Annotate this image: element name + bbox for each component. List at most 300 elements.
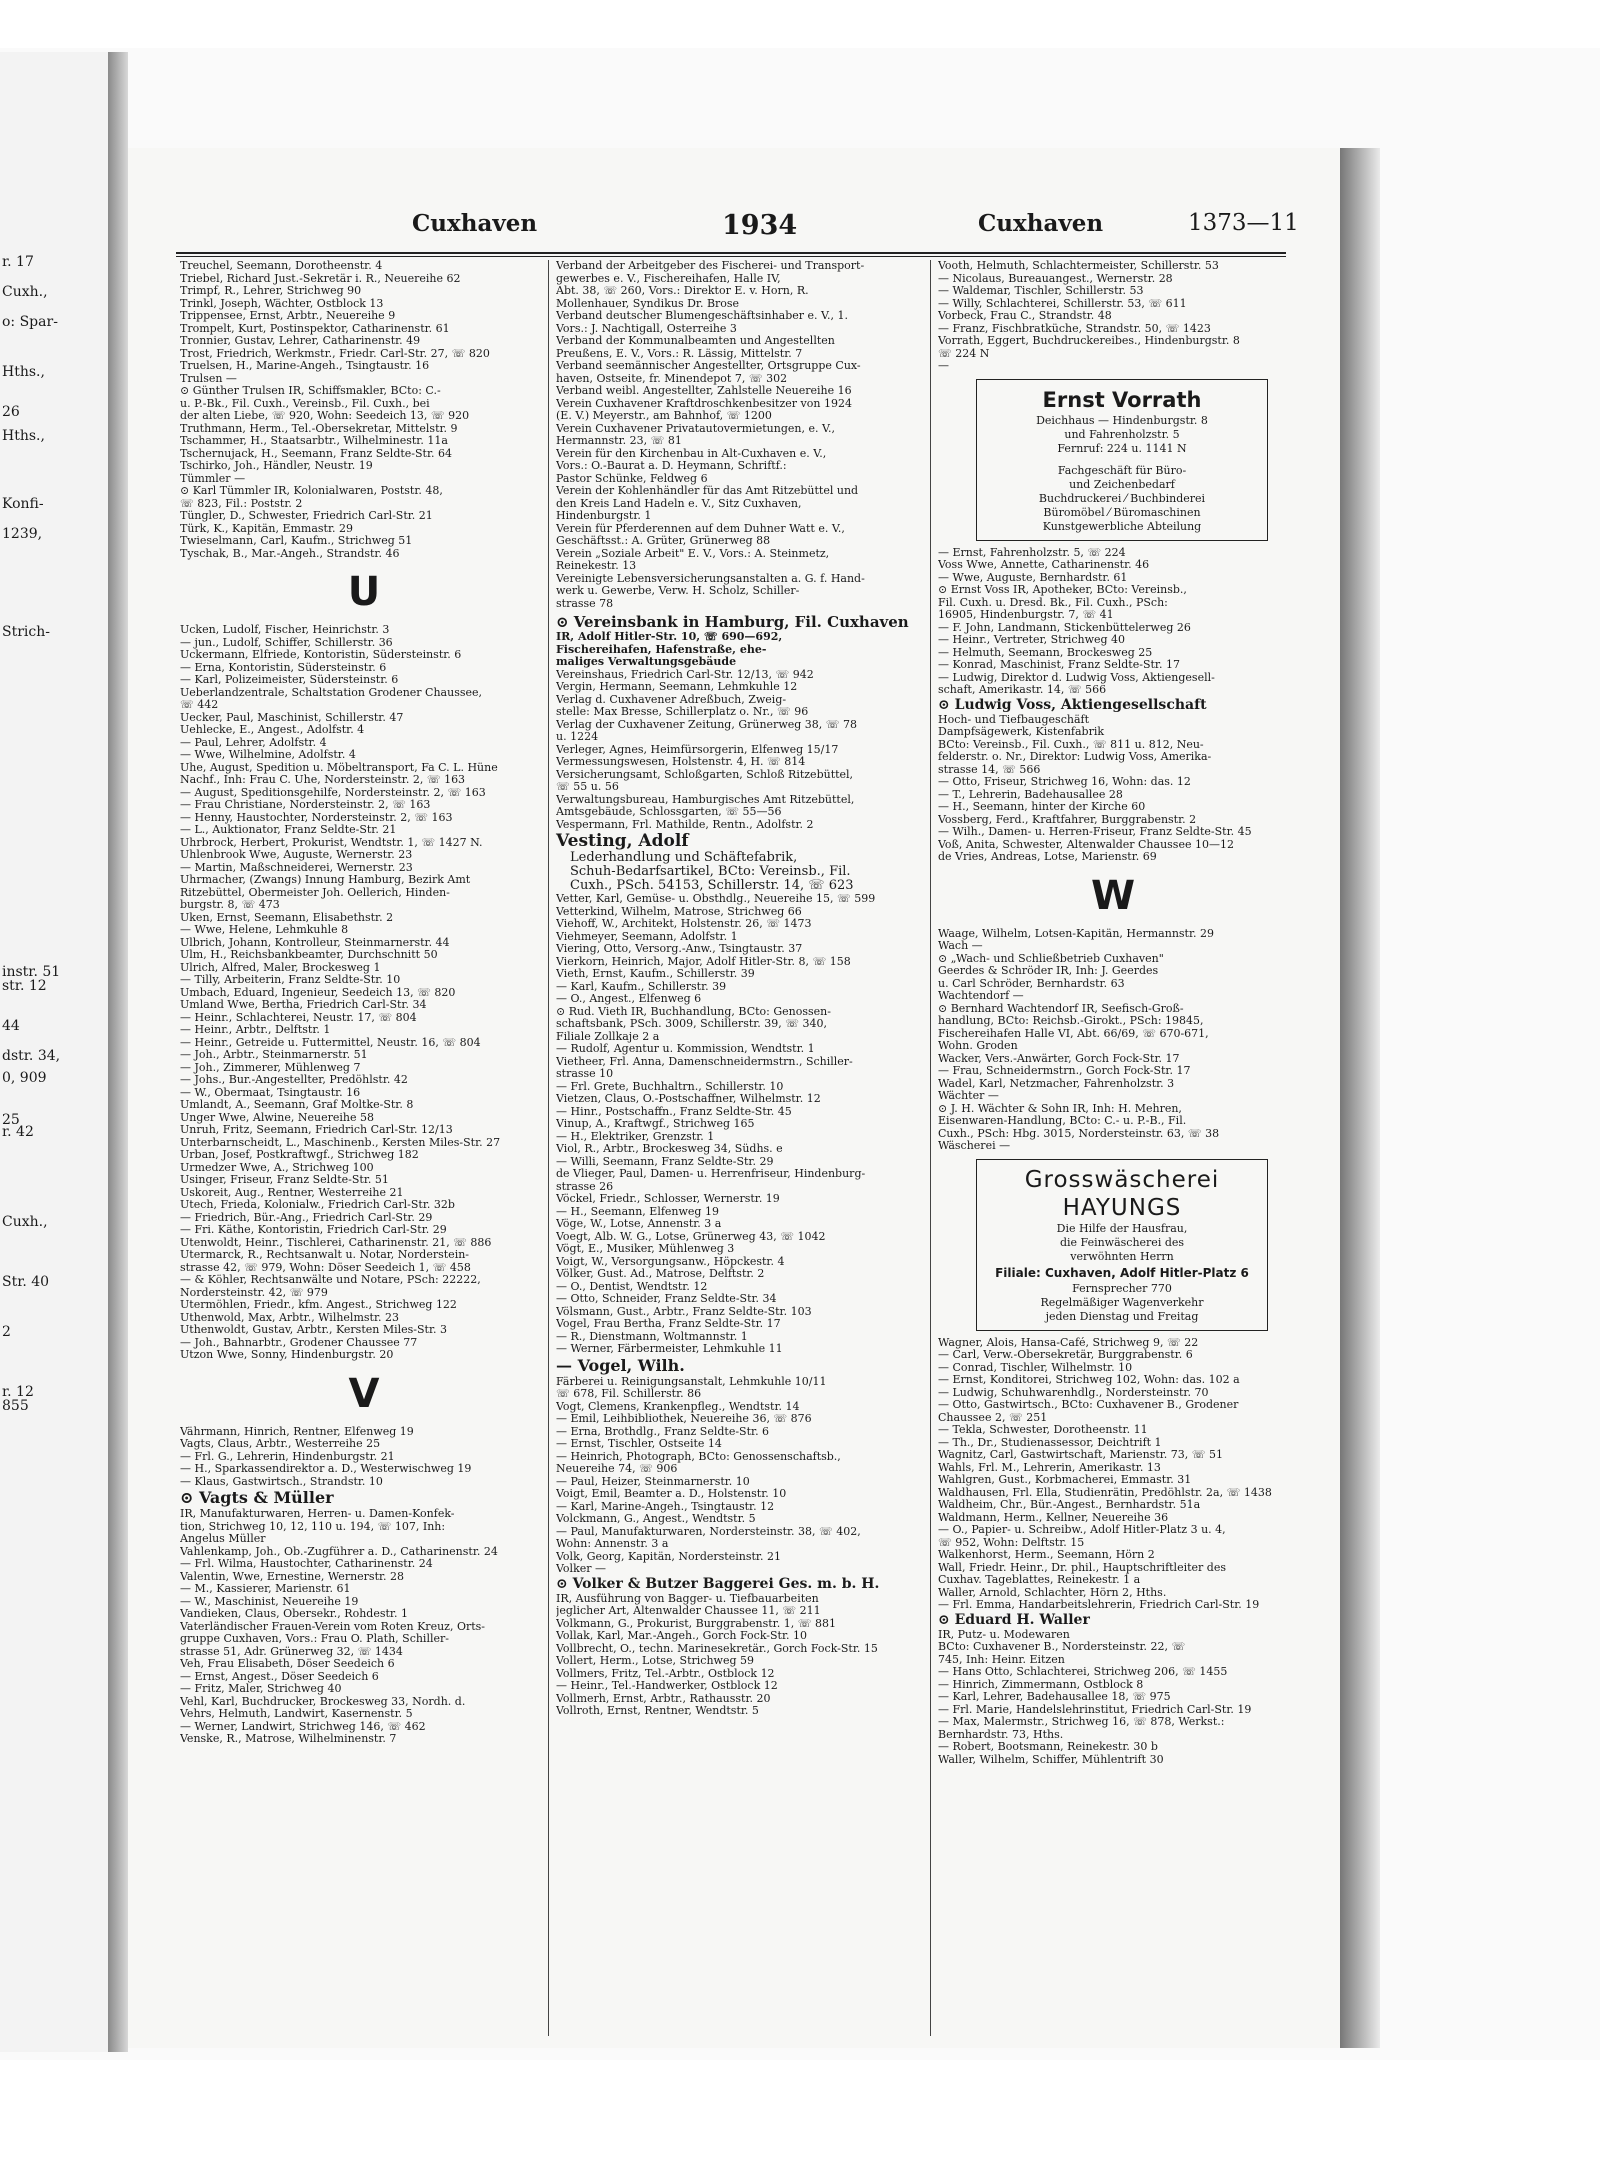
column-divider [930,260,931,2036]
directory-entry: Volker — [556,1563,607,1575]
directory-entry: — Heinr., Tel.-Handwerker, Ostblock 12 [556,1680,778,1692]
directory-entry: — Joh., Bahnarbtr., Grodener Chaussee 77 [180,1336,418,1349]
directory-entry: — Heinr., Vertreter, Strichweg 40 [938,634,1126,646]
ad-branch: Filiale: Cuxhaven, Adolf Hitler-Platz 6 [995,1265,1249,1280]
previous-page-fragment: r. 42 [2,1124,34,1140]
entry-list-u [180,624,548,1362]
directory-entry: Venske, R., Matrose, Wilhelminenstr. 7 [180,1733,397,1745]
directory-entry: Trulsen — [180,372,237,385]
directory-entry: Wohn. Groden [938,1040,1018,1052]
directory-entry: gewerbes e. V., Fischereihafen, Halle IV, [556,272,781,285]
ad-line: Die Hilfe der Hausfrau, [1056,1221,1188,1235]
previous-page-fragment: 26 [2,404,20,420]
directory-entry: — O., Angest., Elfenweg 6 [556,993,702,1005]
directory-entry: Unger Wwe, Alwine, Neuereihe 58 [180,1111,374,1124]
previous-page-fragment: r. 12 [2,1384,34,1400]
directory-entry: Vährmann, Hinrich, Rentner, Elfenweg 19 [180,1425,414,1438]
previous-page-fragment: 44 [2,1018,20,1034]
directory-entry: Ulbrich, Johann, Kontrolleur, Steinmarnerstr. 44 [180,936,450,949]
directory-entry: Fischereihafen Halle VI, Abt. 66/69, ☏ 670-671, [938,1027,1209,1040]
directory-entry: Wahls, Frl. M., Lehrerin, Amerikastr. 13 [938,1461,1161,1474]
ad-service-lines [987,464,1257,534]
directory-entry: Utech, Frieda, Kolonialw., Friedrich Carl-Str. 32b [180,1199,455,1211]
directory-entry: — Heinr., Schlachterei, Neustr. 17, ☏ 804 [180,1011,417,1024]
column-divider [548,260,549,2036]
header-rule [176,252,1286,257]
directory-entry: — Ernst, Fahrenholzstr. 5, ☏ 224 [938,546,1126,559]
ad-line: jeden Dienstag und Freitag [1045,1309,1199,1323]
directory-entry: Vorrath, Eggert, Buchdruckereibes., Hindenburgstr. 8 [938,335,1240,347]
directory-entry: — W., Maschinist, Neuereihe 19 [180,1595,359,1608]
directory-entry: Wall, Friedr. Heinr., Dr. phil., Hauptschriftleiter des [938,1561,1226,1574]
directory-entry: ⊙ Ernst Voss IR, Apotheker, BCto: Vereinsb., [938,584,1187,596]
directory-entry: Wäscherei — [938,1140,1011,1152]
previous-page-fragment: Strich- [2,624,50,640]
ad-line: Fernsprecher 770 [1072,1281,1172,1295]
directory-entry: Vereinshaus, Friedrich Carl-Str. 12/13, ☏ 942 [556,668,814,681]
directory-entry: maliges Verwaltungsgebäude [556,656,737,668]
directory-entry: Vietheer, Frl. Anna, Damenschneidermstrn., Schiller- [556,1055,853,1068]
directory-entry: — Conrad, Tischler, Wilhelmstr. 10 [938,1361,1133,1374]
directory-entry: — Carl, Verw.-Obersekretär, Burggrabenstr. 6 [938,1349,1193,1361]
directory-entry: Cuxhav. Tageblattes, Reinekestr. 1 a [938,1574,1141,1586]
directory-entry: — & Köhler, Rechtsanwälte und Notare, PSch: 22222, [180,1274,481,1286]
directory-entry: Treuchel, Seemann, Dorotheenstr. 4 [180,260,383,272]
directory-entry: — Paul, Heizer, Steinmarnerstr. 10 [556,1475,750,1488]
directory-entry: Vierkorn, Heinrich, Major, Adolf Hitler-Str. 8, ☏ 158 [556,955,851,968]
directory-entry: Vinup, A., Kraftwgf., Strichweg 165 [556,1118,755,1130]
vogel-heading: — Vogel, Wilh. [556,1355,685,1375]
ad-ernst-vorrath [976,379,1268,541]
page-header [128,210,1340,250]
directory-entry: — Konrad, Maschinist, Franz Seldte-Str. 17 [938,659,1180,671]
directory-entry: Hindenburgstr. 1 [556,510,652,522]
directory-entry: — Nicolaus, Bureauangest., Wernerstr. 28 [938,272,1173,285]
previous-page-fragment: str. 12 [2,978,47,994]
previous-page-fragment: Konfi- [2,496,44,512]
directory-entry: Nordersteinstr. 42, ☏ 979 [180,1286,328,1299]
directory-entry: — Frl. Wilma, Haustochter, Catharinenstr. 24 [180,1558,433,1570]
directory-entry: — H., Elektriker, Grenzstr. 1 [556,1130,715,1143]
directory-entry: Voß, Anita, Schwester, Altenwalder Chaussee 10—12 [938,838,1234,851]
ad-title: Ernst Vorrath [1042,387,1202,412]
entry-list-verband [556,260,926,610]
directory-entry: Waldheim, Chr., Bür.-Angest., Bernhardstr. 51a [938,1499,1201,1511]
directory-entry: Fil. Cuxh. u. Dresd. Bk., Fil. Cuxh., PSch: [938,596,1168,609]
directory-entry: Nachf., Inh: Frau C. Uhe, Nordersteinstr. 2, ☏ 163 [180,774,466,786]
directory-entry: der alten Liebe, ☏ 920, Wohn: Seedeich 13, ☏ 920 [180,410,470,422]
vereinsbank-heading: ⊙ Vereinsbank in Hamburg, Fil. Cuxhaven [556,613,909,631]
directory-entry: Vagts, Claus, Arbtr., Westerreihe 25 [180,1438,381,1450]
directory-entry: Waage, Wilhelm, Lotsen-Kapitän, Hermannstr. 29 [938,927,1215,940]
directory-entry: Ulrich, Alfred, Maler, Brockesweg 1 [180,961,381,974]
directory-entry: de Vries, Andreas, Lotse, Marienstr. 69 [938,851,1157,863]
volker-heading: ⊙ Volker & Butzer Baggerei Ges. m. b. H. [556,1575,880,1592]
directory-entry: IR, Ausführung von Bagger- u. Tiefbauarbeiten [556,1592,819,1605]
directory-entry: schaft, Amerikastr. 14, ☏ 566 [938,684,1107,696]
directory-entry: — Werner, Färbermeister, Lehmkuhle 11 [556,1343,783,1355]
directory-entry: Valentin, Wwe, Ernestine, Wernerstr. 28 [180,1570,405,1583]
directory-entry: Wächter — [938,1090,999,1102]
directory-entry: ☏ 952, Wohn: Delftstr. 15 [938,1536,1085,1549]
directory-entry: Pastor Schünke, Feldweg 6 [556,472,708,485]
directory-entry: Uhrbrock, Herbert, Prokurist, Wendtstr. 1, ☏ 1427 N. [180,836,483,849]
directory-entry: — Frl. G., Lehrerin, Hindenburgstr. 21 [180,1450,395,1463]
directory-entry: — O., Papier- u. Schreibw., Adolf Hitler-Platz 3 u. 4, [938,1524,1226,1536]
ad-line: Büromöbel ⁄ Büromaschinen [1043,505,1201,519]
ad-line: und Fahrenholzstr. 5 [1064,427,1180,441]
directory-entry: Hermannstr. 23, ☏ 81 [556,435,682,447]
directory-entry: Tschammer, H., Staatsarbtr., Wilhelminestr. 11a [180,435,448,447]
directory-entry: ☏ 442 [180,699,219,711]
directory-entry: — Wilh., Damen- u. Herren-Friseur, Franz Seldte-Str. 45 [938,826,1252,838]
directory-entry: strasse 51, Adr. Grünerweg 32, ☏ 1434 [180,1645,403,1658]
directory-entry: — Frl. Grete, Buchhaltrn., Schillerstr. 10 [556,1080,784,1093]
directory-entry: Schuh-Bedarfsartikel, BCto: Vereinsb., Fil. [570,865,851,879]
directory-entry: (E. V.) Meyerstr., am Bahnhof, ☏ 1200 [556,410,772,422]
ad-line: Kunstgewerbliche Abteilung [1042,519,1202,533]
directory-entry: Vors.: J. Nachtigall, Osterreihe 3 [556,322,737,335]
entry-list-vooth [938,260,1288,373]
directory-entry: Uthenwoldt, Gustav, Arbtr., Kersten Miles-Str. 3 [180,1324,447,1336]
directory-entry: Vogt, Clemens, Krankenpfleg., Wendtstr. 14 [556,1400,800,1413]
directory-entry: Vermessungswesen, Holstenstr. 4, H. ☏ 814 [556,756,806,768]
directory-entry: Ucken, Ludolf, Fischer, Heinrichstr. 3 [180,624,390,636]
directory-entry: Volckmann, G., Angest., Wendtstr. 5 [556,1513,756,1525]
directory-entry: — Fri. Käthe, Kontoristin, Friedrich Carl-Str. 29 [180,1224,447,1236]
directory-entry: Fischereihafen, Hafenstraße, ehe- [556,643,767,656]
directory-entry: Vollmers, Fritz, Tel.-Arbtr., Ostblock 12 [556,1667,775,1680]
directory-entry: den Kreis Land Hadeln e. V., Sitz Cuxhaven, [556,497,802,510]
directory-entry: Verlag der Cuxhavener Zeitung, Grünerweg 38, ☏ 78 [556,718,858,731]
directory-entry: Chaussee 2, ☏ 251 [938,1411,1048,1424]
directory-entry: ⊙ Karl Tümmler IR, Kolonialwaren, Poststr. 48, [180,485,443,497]
entry-list-vetter [556,893,926,1356]
directory-entry: Viehmeyer, Seemann, Adolfstr. 1 [556,930,738,943]
directory-entry: — Th., Dr., Studienassessor, Deichtrift 1 [938,1436,1162,1449]
entry-list-wagner [938,1337,1288,1612]
directory-entry: Volkmann, G., Prokurist, Burggrabenstr. 1, ☏ 881 [556,1617,836,1630]
directory-entry: gruppe Cuxhaven, Vors.: Frau O. Plath, Schiller- [180,1633,449,1645]
previous-page-fragment: r. 17 [2,254,34,270]
entry-list-volkmann [556,1618,926,1718]
directory-entry: Uken, Ernst, Seemann, Elisabethstr. 2 [180,911,394,924]
directory-entry: — Frau, Schneidermstrn., Gorch Fock-Str. 17 [938,1065,1191,1077]
ludwig-voss-heading: ⊙ Ludwig Voss, Aktiengesellschaft [938,696,1207,713]
directory-entry: — Karl, Lehrer, Badehausallee 18, ☏ 975 [938,1691,1171,1703]
directory-entry: Trompelt, Kurt, Postinspektor, Catharinenstr. 61 [180,322,450,335]
directory-entry: — L., Auktionator, Franz Seldte-Str. 21 [180,824,397,836]
directory-entry: strasse 26 [556,1180,614,1193]
directory-entry: — Otto, Gastwirtsch., BCto: Cuxhavener B., Grodener [938,1399,1239,1411]
directory-entry: — R., Dienstmann, Woltmannstr. 1 [556,1330,748,1343]
directory-entry: stelle: Max Bresse, Schillerplatz o. Nr., ☏ 96 [556,706,809,718]
directory-entry: strasse 10 [556,1068,614,1080]
ad-line: Fernruf: 224 u. 1141 N [1057,441,1187,455]
directory-entry: de Vlieger, Paul, Damen- u. Herrenfriseur, Hindenburg- [556,1168,866,1180]
directory-entry: Vorbeck, Frau C., Strandstr. 48 [938,310,1112,322]
directory-entry: handlung, BCto: Reichsb.-Girokt., PSch: 19845, [938,1015,1204,1027]
directory-entry: Verband deutscher Blumengeschäftsinhaber e. V., 1. [556,310,849,322]
directory-entry: IR, Adolf Hitler-Str. 10, ☏ 690—692, [556,631,783,643]
directory-entry: — Helmuth, Seemann, Brockesweg 25 [938,646,1153,659]
directory-entry: — Joh., Zimmerer, Mühlenweg 7 [180,1061,361,1074]
directory-entry: — T., Lehrerin, Badehausallee 28 [938,788,1123,801]
directory-entry: — Otto, Friseur, Strichweg 16, Wohn: das. 12 [938,776,1191,788]
directory-entry: Neuereihe 74, ☏ 906 [556,1463,678,1475]
directory-entry: Triebel, Richard Just.-Sekretär i. R., Neuereihe 62 [180,272,461,285]
entry-list-waller [938,1666,1288,1766]
directory-entry: Walkenhorst, Herm., Seemann, Hörn 2 [938,1549,1155,1561]
directory-entry: — Johs., Bur.-Angestellter, Predöhlstr. 42 [180,1074,408,1086]
directory-entry: — Heinr., Getreide u. Futtermittel, Neustr. 16, ☏ 804 [180,1036,481,1049]
directory-entry: jeglicher Art, Altenwalder Chaussee 11, ☏ 211 [556,1605,821,1617]
directory-entry: — Karl, Kaufm., Schillerstr. 39 [556,980,727,993]
directory-entry: Vollak, Karl, Mar.-Angeh., Gorch Fock-Str. 10 [556,1630,808,1642]
directory-entry: Ulm, H., Reichsbankbeamter, Durchschnitt 50 [180,949,438,961]
directory-entry: Waller, Arnold, Schlachter, Hörn 2, Hths. [938,1586,1167,1599]
directory-entry: u. P.-Bk., Fil. Cuxh., Vereinsb., Fil. Cuxh., bei [180,397,430,410]
directory-entry: — Wwe, Wilhelmine, Adolfstr. 4 [180,749,356,761]
directory-entry: Vollroth, Ernst, Rentner, Wendtstr. 5 [556,1705,759,1717]
directory-entry: — F. John, Landmann, Stickenbüttelerweg 26 [938,621,1191,634]
directory-entry: Verwaltungsbureau, Hamburgisches Amt Ritzebüttel, [556,793,855,806]
directory-entry: Trippensee, Ernst, Arbtr., Neuereihe 9 [180,310,396,322]
directory-entry: Volk, Georg, Kapitän, Nordersteinstr. 21 [556,1550,781,1563]
column-3 [938,260,1288,1766]
directory-entry: — M., Kassierer, Marienstr. 61 [180,1583,351,1595]
directory-entry: Utermarck, R., Rechtsanwalt u. Notar, Norderstein- [180,1249,470,1261]
header-right-title: Cuxhaven [978,210,1104,237]
directory-entry: — Klaus, Gastwirtsch., Strandstr. 10 [180,1475,383,1488]
directory-entry: haven, Ostseite, fr. Minendepot 7, ☏ 302 [556,372,788,385]
waller-heading: ⊙ Eduard H. Waller [938,1611,1090,1628]
directory-entry: — Hinrich, Zimmermann, Ostblock 8 [938,1678,1144,1691]
directory-entry: Lederhandlung und Schäftefabrik, [570,851,798,865]
directory-entry: Umbach, Eduard, Ingenieur, Seedeich 13, ☏ 820 [180,986,456,999]
directory-entry: Verband der Kommunalbeamten und Angestellten [556,335,835,347]
directory-entry: Verein für Pferderennen auf dem Duhner Watt e. V., [556,522,845,535]
previous-page-fragment: dstr. 34, [2,1048,61,1064]
directory-entry: — Willy, Schlachterei, Schillerstr. 53, ☏ 611 [938,297,1187,310]
directory-entry: Waldmann, Herm., Kellner, Neuereihe 36 [938,1511,1169,1524]
directory-entry: Usinger, Friseur, Franz Seldte-Str. 51 [180,1174,389,1186]
directory-entry: u. 1224 [556,731,599,743]
previous-page-edge [0,52,110,2052]
directory-entry: Wacker, Vers.-Anwärter, Gorch Fock-Str. 17 [938,1052,1180,1065]
column-1 [180,260,548,1746]
ad-line: Regelmäßiger Wagenverkehr [1040,1295,1204,1309]
directory-entry: Wagnitz, Carl, Gastwirtschaft, Marienstr. 73, ☏ 51 [938,1449,1224,1461]
directory-entry: Utermöhlen, Friedr., kfm. Angest., Strichweg 122 [180,1299,457,1311]
directory-entry: Uskoreit, Aug., Rentner, Westerreihe 21 [180,1186,404,1199]
directory-entry: Vietzen, Claus, O.-Postschaffner, Wilhelmstr. 12 [556,1093,821,1105]
previous-page-fragment: 1239, [2,526,43,542]
header-left-title: Cuxhaven [412,210,538,237]
directory-entry: Geschäftsst.: A. Grüter, Grünerweg 88 [556,535,771,547]
vereinsbank-detail [556,631,926,669]
directory-entry: — Joh., Arbtr., Steinmarnerstr. 51 [180,1049,368,1061]
directory-entry: — jun., Ludolf, Schiffer, Schillerstr. 36 [180,636,393,649]
directory-entry: — Emil, Leihbibliothek, Neuereihe 36, ☏ 876 [556,1413,812,1425]
directory-entry: — Max, Malermstr., Strichweg 16, ☏ 878, Werkst.: [938,1716,1225,1728]
directory-entry: Trost, Friedrich, Werkmstr., Friedr. Carl-Str. 27, ☏ 820 [180,347,490,360]
directory-entry: — Waldemar, Tischler, Schillerstr. 53 [938,285,1144,297]
entry-list-waage [938,928,1288,1153]
directory-entry: Vetter, Karl, Gemüse- u. Obsthdlg., Neuereihe 15, ☏ 599 [556,893,876,905]
directory-entry: — O., Dentist, Wendtstr. 12 [556,1280,708,1293]
directory-entry: BCto: Vereinsb., Fil. Cuxh., ☏ 811 u. 812, Neu- [938,738,1204,751]
directory-entry: Viehoff, W., Architekt, Holstenstr. 26, ☏ 1473 [556,918,812,930]
directory-entry: Umland Wwe, Bertha, Friedrich Carl-Str. 34 [180,999,427,1011]
directory-entry: Unterbarnscheidt, L., Maschinenb., Kersten Miles-Str. 27 [180,1136,501,1149]
directory-entry: Filiale Zollkaje 2 a [556,1030,660,1043]
directory-entry: 16905, Hindenburgstr. 7, ☏ 41 [938,609,1114,621]
directory-entry: schaftsbank, PSch. 3009, Schillerstr. 39, ☏ 340, [556,1018,828,1030]
directory-entry: Vollmerh, Ernst, Arbtr., Rathausstr. 20 [556,1692,771,1705]
section-letter-w: W [1090,872,1136,919]
ad-title-line1: Grosswäscherei [1024,1166,1220,1193]
directory-entry: Vereinigte Lebensversicherungsanstalten a. G. f. Hand- [556,572,865,585]
header-year: 1934 [722,210,798,241]
directory-entry: — Ludwig, Direktor d. Ludwig Voss, Aktiengesell- [938,671,1215,684]
directory-entry: Uhe, August, Spedition u. Möbeltransport, Fa C. L. Hüne [180,761,498,774]
directory-entry: Hoch- und Tiefbaugeschäft [938,713,1089,726]
directory-entry: Unruh, Fritz, Seemann, Friedrich Carl-Str. 12/13 [180,1124,453,1136]
directory-entry: Färberei u. Reinigungsanstalt, Lehmkuhle 10/11 [556,1375,827,1388]
directory-entry: strasse 78 [556,597,614,610]
entry-list-otto [938,776,1288,864]
directory-entry: Uecker, Paul, Maschinist, Schillerstr. 47 [180,711,404,724]
directory-entry: Truelsen, H., Marine-Angeh., Tsingtaustr. 16 [180,360,430,372]
directory-entry: Umlandt, A., Seemann, Graf Moltke-Str. 8 [180,1099,414,1111]
directory-entry: — Heinrich, Photograph, BCto: Genossenschaftsb., [556,1450,841,1463]
directory-entry: Vandieken, Claus, Obersekr., Rohdestr. 1 [180,1608,408,1620]
directory-entry: — Fritz, Maler, Strichweg 40 [180,1683,342,1695]
directory-entry: Utzon Wwe, Sonny, Hindenburgstr. 20 [180,1349,394,1361]
directory-entry: Verband seemännischer Angestellter, Ortsgruppe Cux- [556,360,861,372]
directory-entry: Wach — [938,940,983,952]
directory-entry: Vögt, E., Musiker, Mühlenweg 3 [556,1243,735,1255]
ad-line: Fachgeschäft für Büro- [1057,463,1187,477]
directory-entry: — Hans Otto, Schlachterei, Strichweg 206, ☏ 1455 [938,1666,1228,1678]
directory-entry: Verein der Kohlenhändler für das Amt Ritzebüttel und [556,485,859,497]
ludwig-voss-detail [938,714,1288,777]
directory-entry: Cuxh., PSch: Hbg. 3015, Nordersteinstr. 63, ☏ 38 [938,1127,1220,1140]
directory-entry: Verein Cuxhavener Privatautovermietungen, e. V., [556,422,835,435]
directory-entry: — [938,360,949,372]
directory-entry: ☏ 55 u. 56 [556,781,619,793]
directory-entry: Waldhausen, Frl. Ella, Studienrätin, Predöhlstr. 2a, ☏ 1438 [938,1486,1272,1499]
directory-entry: — Ernst, Tischler, Ostseite 14 [556,1438,722,1450]
directory-entry: Preußens, E. V., Vors.: R. Lässig, Mittelstr. 7 [556,347,803,360]
directory-entry: Dampfsägewerk, Kistenfabrik [938,726,1105,738]
directory-entry: Wohn: Annenstr. 3 a [556,1538,669,1550]
directory-entry: Vahlenkamp, Joh., Ob.-Zugführer a. D., Catharinenstr. 24 [180,1545,498,1558]
directory-entry: — Frau Christiane, Nordersteinstr. 2, ☏ 163 [180,799,431,811]
directory-entry: Ueberlandzentrale, Schaltstation Grodener Chaussee, [180,686,483,699]
directory-entry: Veh, Frau Elisabeth, Döser Seedeich 6 [180,1658,395,1670]
directory-entry: Vehrs, Helmuth, Landwirt, Kasernenstr. 5 [180,1708,413,1720]
previous-page-fragment: Hths., [2,428,45,444]
directory-entry: Mollenhauer, Syndikus Dr. Brose [556,297,740,310]
directory-entry: Völker, Gust. Ad., Matrose, Delftstr. 2 [556,1268,765,1280]
vesting-detail [556,851,926,893]
directory-entry: Völsmann, Gust., Arbtr., Franz Seldte-Str. 103 [556,1305,812,1318]
directory-entry: burgstr. 8, ☏ 473 [180,899,280,911]
previous-page-fragment: 855 [2,1398,29,1414]
directory-entry: Türk, K., Kapitän, Emmastr. 29 [180,522,353,535]
directory-entry: Voss Wwe, Annette, Catharinenstr. 46 [938,559,1150,571]
directory-entry: Tschirko, Joh., Händler, Neustr. 19 [180,460,373,472]
entry-list-vogt [556,1401,926,1576]
entry-list-verlag [556,669,926,832]
directory-entry: Reinekestr. 13 [556,560,637,572]
directory-entry: Tronnier, Gustav, Lehrer, Catharinenstr. 49 [180,335,421,347]
directory-entry: tion, Strichweg 10, 12, 110 u. 194, ☏ 107, Inh: [180,1520,446,1533]
directory-entry: Eisenwaren-Handlung, BCto: C.- u. P.-B., Fil. [938,1115,1187,1127]
directory-entry: Twieselmann, Carl, Kaufm., Strichweg 51 [180,535,413,547]
ad-title-line2: HAYUNGS [1062,1194,1182,1221]
directory-entry: Vergin, Hermann, Seemann, Lehmkuhle 12 [556,681,798,693]
section-letter-u: U [347,569,381,615]
directory-entry: — Ernst, Konditorei, Strichweg 102, Wohn: das. 102 a [938,1374,1240,1386]
vagts-mueller-heading: ⊙ Vagts & Müller [180,1488,334,1507]
directory-entry: — Karl, Marine-Angeh., Tsingtaustr. 12 [556,1500,775,1513]
directory-entry: Tüngler, D., Schwester, Friedrich Carl-Str. 21 [180,510,433,522]
column-2 [556,260,926,1718]
previous-page-fragment: Cuxh., [2,1214,48,1230]
directory-entry: — Franz, Fischbratküche, Strandstr. 50, ☏ 1423 [938,322,1211,335]
section-letter-v: V [348,1370,380,1417]
directory-entry: Vöckel, Friedr., Schlosser, Wernerstr. 19 [556,1193,780,1205]
directory-entry: u. Carl Schröder, Bernhardstr. 63 [938,977,1125,990]
ad-slogan-lines [987,1222,1257,1264]
directory-entry: Wagner, Alois, Hansa-Café, Strichweg 9, ☏ 22 [938,1336,1199,1349]
directory-entry: Tyschak, B., Mar.-Angeh., Strandstr. 46 [180,547,400,560]
directory-entry: ☏ 224 N [938,347,990,360]
directory-entry: ⊙ Bernhard Wachtendorf IR, Seefisch-Groß- [938,1002,1184,1015]
directory-entry: Versicherungsamt, Schloßgarten, Schloß Ritzebüttel, [556,768,854,781]
directory-entry: IR, Putz- u. Modewaren [938,1628,1070,1641]
ad-address-lines [987,414,1257,456]
directory-entry: Vaterländischer Frauen-Verein vom Roten Kreuz, Orts- [180,1620,486,1633]
directory-entry: — Paul, Lehrer, Adolfstr. 4 [180,736,327,749]
directory-entry: — Frl. Marie, Handelslehrinstitut, Friedrich Carl-Str. 19 [938,1703,1252,1716]
vesting-heading: Vesting, Adolf [556,831,689,851]
directory-entry: — Friedrich, Bür.-Ang., Friedrich Carl-Str. 29 [180,1211,433,1224]
directory-entry: — Wwe, Helene, Lehmkuhle 8 [180,924,349,936]
volker-detail [556,1593,926,1618]
directory-entry: Uhlenbrook Wwe, Auguste, Wernerstr. 23 [180,849,413,861]
ad-line: verwöhnten Herrn [1070,1249,1174,1263]
directory-entry: — Henny, Haustochter, Nordersteinstr. 2, ☏ 163 [180,811,453,824]
directory-entry: Vollbrecht, O., techn. Marinesekretär., Gorch Fock-Str. 15 [556,1642,878,1655]
waller-detail [938,1629,1288,1667]
directory-entry: — Frl. Emma, Handarbeitslehrerin, Friedrich Carl-Str. 19 [938,1599,1260,1611]
directory-entry: Angelus Müller [180,1533,266,1545]
vagts-mueller-detail [180,1508,548,1546]
directory-entry: Vehl, Karl, Buchdrucker, Brockesweg 33, Nordh. d. [180,1695,466,1708]
directory-entry: Verleger, Agnes, Heimfürsorgerin, Elfenweg 15/17 [556,743,839,756]
ad-contact-lines [987,1282,1257,1324]
directory-entry: strasse 42, ☏ 979, Wohn: Döser Seedeich 1, ☏ 458 [180,1261,471,1274]
directory-entry: werk u. Gewerbe, Verw. H. Scholz, Schiller- [556,585,800,597]
directory-entry: Trimpf, R., Lehrer, Strichweg 90 [180,285,362,297]
directory-entry: Vors.: O.-Baurat a. D. Heymann, Schriftf.: [556,460,787,472]
directory-entry: Amtsgebäude, Schlossgarten, ☏ 55—56 [556,806,782,818]
directory-entry: Verein „Soziale Arbeit" E. V., Vors.: A. Steinmetz, [556,547,830,560]
